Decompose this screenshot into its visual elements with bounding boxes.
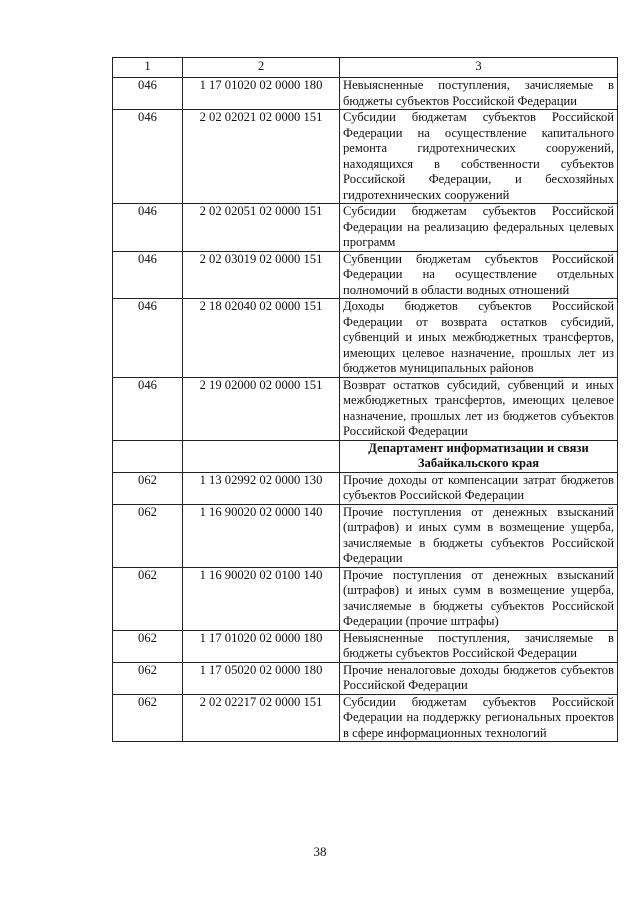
table-row [113, 662, 618, 694]
revenue-code-cell: 2 19 02000 02 0000 151 [183, 377, 340, 440]
table-row [113, 251, 618, 299]
revenue-code-cell: 2 02 02217 02 0000 151 [183, 694, 340, 742]
admin-code-cell: 046 [113, 78, 183, 110]
revenue-code-cell: 1 17 05020 02 0000 180 [183, 662, 340, 694]
admin-code-cell: 062 [113, 504, 183, 567]
table-row [113, 78, 618, 110]
table-row [113, 299, 618, 378]
column-header-2: 2 [183, 58, 340, 78]
revenue-code-cell: 1 16 90020 02 0000 140 [183, 504, 340, 567]
revenue-code-cell: 2 18 02040 02 0000 151 [183, 299, 340, 378]
revenue-description-cell: Субвенции бюджетам субъектов Российской Федерации на осуществление отдельных полномочий в области водных отношений [340, 251, 618, 299]
page-number: 38 [313, 844, 327, 859]
admin-code-cell: 062 [113, 472, 183, 504]
admin-code-cell: 046 [113, 377, 183, 440]
table-row [113, 504, 618, 567]
empty-cell [113, 440, 183, 472]
revenue-code-cell: 2 02 03019 02 0000 151 [183, 251, 340, 299]
table-row [113, 110, 618, 204]
admin-code-cell: 062 [113, 630, 183, 662]
column-header-1: 1 [113, 58, 183, 78]
revenue-description-cell: Невыясненные поступления, зачисляемые в бюджеты субъектов Российской Федерации [340, 78, 618, 110]
table-row [113, 630, 618, 662]
revenue-description-cell: Прочие поступления от денежных взысканий (штрафов) и иных сумм в возмещение ущерба, зачисляемые в бюджеты субъектов Российской Федерации (прочие штрафы) [340, 567, 618, 630]
admin-code-cell: 062 [113, 662, 183, 694]
revenue-codes-table [112, 57, 618, 742]
column-header-3: 3 [340, 58, 618, 78]
revenue-description-cell: Доходы бюджетов субъектов Российской Федерации от возврата остатков субсидий, субвенций и иных межбюджетных трансфертов, имеющих целевое назначение, прошлых лет из бюджетов муниципальных районов [340, 299, 618, 378]
revenue-description-cell: Прочие неналоговые доходы бюджетов субъектов Российской Федерации [340, 662, 618, 694]
admin-code-cell: 046 [113, 299, 183, 378]
admin-code-cell: 046 [113, 251, 183, 299]
department-row [113, 440, 618, 472]
table-row [113, 567, 618, 630]
revenue-code-cell: 1 16 90020 02 0100 140 [183, 567, 340, 630]
admin-code-cell: 062 [113, 567, 183, 630]
table-row [113, 694, 618, 742]
admin-code-cell: 046 [113, 110, 183, 204]
empty-cell [183, 440, 340, 472]
revenue-description-cell: Субсидии бюджетам субъектов Российской Федерации на поддержку региональных проектов в сфере информационных технологий [340, 694, 618, 742]
table-row [113, 377, 618, 440]
table-row [113, 472, 618, 504]
revenue-code-cell: 2 02 02021 02 0000 151 [183, 110, 340, 204]
revenue-description-cell: Субсидии бюджетам субъектов Российской Федерации на реализацию федеральных целевых программ [340, 204, 618, 252]
revenue-description-cell: Прочие доходы от компенсации затрат бюджетов субъектов Российской Федерации [340, 472, 618, 504]
admin-code-cell: 046 [113, 204, 183, 252]
revenue-description-cell: Прочие поступления от денежных взысканий (штрафов) и иных сумм в возмещение ущерба, зачисляемые в бюджеты субъектов Российской Федерации [340, 504, 618, 567]
revenue-code-cell: 2 02 02051 02 0000 151 [183, 204, 340, 252]
table-row [113, 204, 618, 252]
department-name: Департамент информатизации и связи Забайкальского края [340, 440, 618, 472]
revenue-code-cell: 1 13 02992 02 0000 130 [183, 472, 340, 504]
revenue-code-cell: 1 17 01020 02 0000 180 [183, 78, 340, 110]
revenue-description-cell: Невыясненные поступления, зачисляемые в бюджеты субъектов Российской Федерации [340, 630, 618, 662]
admin-code-cell: 062 [113, 694, 183, 742]
revenue-description-cell: Возврат остатков субсидий, субвенций и иных межбюджетных трансфертов, имеющих целевое назначение, прошлых лет из бюджетов субъектов Российской Федерации [340, 377, 618, 440]
revenue-description-cell: Субсидии бюджетам субъектов Российской Федерации на осуществление капитального ремонта гидротехнических сооружений, находящихся в собственности субъектов Российской Федерации, и бесхозяйных гидротехнических сооружений [340, 110, 618, 204]
table-header-row [113, 58, 618, 78]
revenue-code-cell: 1 17 01020 02 0000 180 [183, 630, 340, 662]
